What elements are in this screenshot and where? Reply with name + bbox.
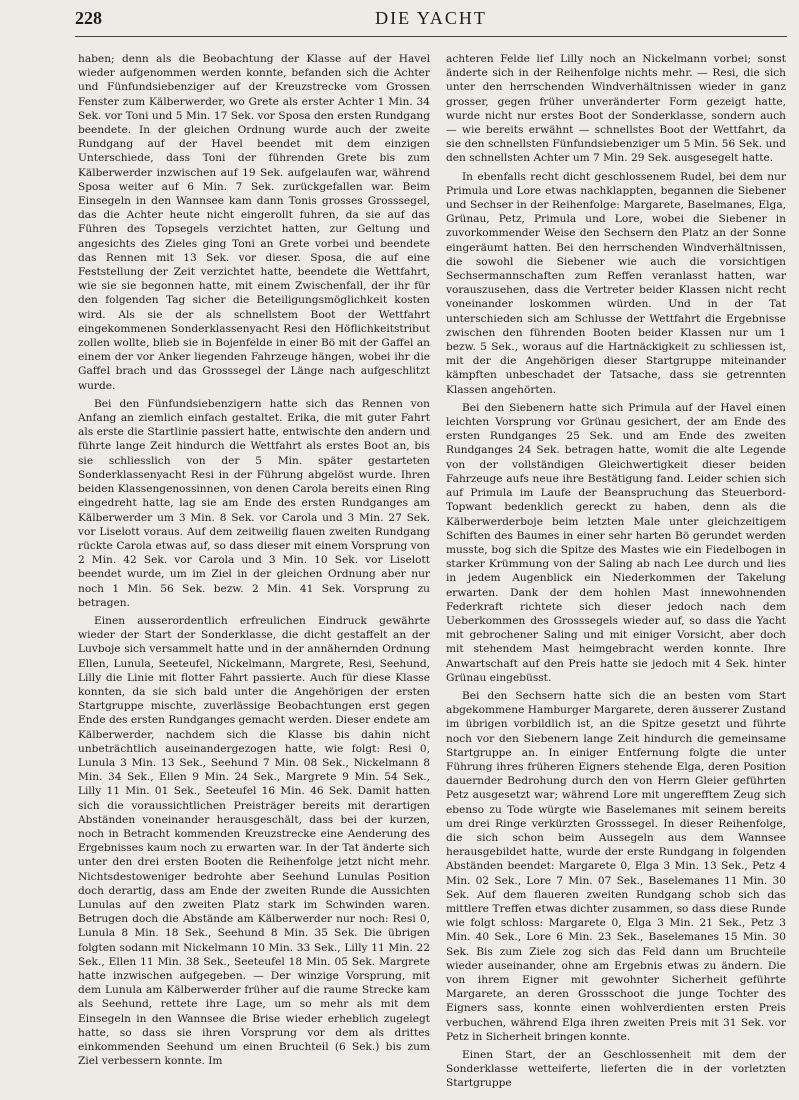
paragraph: Einen Start, der an Geschlossenheit mit dem der Sonderklasse wetteiferte, lieferten die in der vorletzten Startgruppe bbox=[446, 1049, 786, 1090]
left-column bbox=[78, 52, 430, 1072]
paragraph: Bei den Fünfundsiebenzigern hatte sich das Rennen von Anfang an ziemlich einfach gestaltet. Erika, die mit guter Fahrt als erste die Startlinie passiert hatte, entwischte den andern und führte lange Zeit hindurch die Wettfahrt als erstes Boot an, bis sie schliesslich von der 5 Min. später gestarteten Sonderklassenyacht Resi in der Führung abgelöst wurde. Ihren beiden Klassengenossinnen, von denen Carola bereits einen Ring eingedreht hatte, lag sie am Ende des ersten Rundganges am Kälberwerder um 3 Min. 8 Sek. vor Carola und 3 Min. 27 Sek. vor Liselott voraus. Auf dem zeitweilig flauen zweiten Rundgang rückte Carola etwas auf, so dass dieser mit einem Vorsprung von 2 Min. 42 Sek. vor Carola und 3 Min. 10 Sek. vor Liselott beendet wurde, um im Ziel in der gleichen Ordnung aber nur noch 1 Min. 56 Sek. bezw. 2 Min. 41 Sek. Vorsprung zu betragen. bbox=[78, 397, 430, 609]
header-rule bbox=[75, 36, 787, 37]
paragraph: haben; denn als die Beobachtung der Klasse auf der Havel wieder aufgenommen werden konnte, befanden sich die Achter und Fünfundsiebenziger auf der Kreuzstrecke vom Grossen Fenster zum Kälberwerder, wo Grete als erster Achter 1 Min. 34 Sek. vor Toni und 5 Min. 17 Sek. vor Sposa den ersten Rundgang beendete. In der gleichen Ordnung wurde auch der zweite Rundgang auf der Havel beendet mit dem einzigen Unterschiede, dass Toni der führenden Grete bis zum Kälberwerder inzwischen auf 19 Sek. aufgelaufen war, während Sposa weiter auf 6 Min. 7 Sek. zurückgefallen war. Beim Einsegeln in den Wannsee kam dann Tonis grosses Grosssegel, das die Achter heute nicht eingerollt fuhren, da sie auf das Führen des Topsegels verzichtet hatten, zur Geltung und angesichts des Zieles ging Toni an Grete vorbei und beendete das Rennen mit 13 Sek. vor dieser. Sposa, die auf eine Feststellung der Zeit verzichtet hatte, beendete die Wettfahrt, wie sie sie begonnen hatte, mit einem Zwischenfall, der ihr für den folgenden Tag sicher die Beteiligungsmöglichkeit kosten wird. Als sie der als schnellstem Boot der Wettfahrt eingekommenen Sonderklassenyacht Resi den Höflichkeitstribut zollen wollte, blieb sie in Bojenfelde in einer Bö mit der Gaffel an einem der vor Anker liegenden Fahrzeuge hängen, wobei ihr die Gaffel brach und das Grosssegel der Länge nach aufgeschlitzt wurde. bbox=[78, 53, 430, 392]
right-column bbox=[446, 52, 786, 1095]
running-title: DIE YACHT bbox=[375, 8, 487, 28]
paragraph: Bei den Siebenern hatte sich Primula auf der Havel einen leichten Vorsprung vor Grünau gesichert, der am Ende des ersten Rundganges 25 Sek. und am Ende des zweiten Rundganges 24 Sek. betragen hatte, womit die alte Legende von der vollständigen Gleichwertigkeit dieser beiden Fahrzeuge aufs neue ihre Bestätigung fand. Leider schien sich auf Primula im Laufe der Beanspruchung das Steuerbord-Topwant bedenklich gereckt zu haben, denn als die Kälberwerderboje beim letzten Male unter gleichzeitigem Schiften des Baumes in einer sehr harten Bö gerundet werden musste, bog sich die Spitze des Mastes wie ein Fiedelbogen in starker Krümmung von der Saling ab nach Lee durch und lies in jedem Augenblick ein Niederkommen der Takelung erwarten. Dank der dem hohlen Mast innewohnenden Federkraft richtete sich dieser jedoch nach dem Ueberkommen des Grosssegels wieder auf, so dass die Yacht mit gebrochener Saling und mit einiger Vorsicht, aber doch mit stehendem Mast heimgebracht werden konnte. Ihre Anwartschaft auf den Preis hatte sie jedoch mit 4 Sek. hinter Grünau eingebüsst. bbox=[446, 401, 786, 684]
page-number: 228 bbox=[75, 8, 102, 28]
paragraph: In ebenfalls recht dicht geschlossenem Rudel, bei dem nur Primula und Lore etwas nachklappten, begannen die Siebener und Sechser in der Reihenfolge: Margarete, Baselmanes, Elga, Grünau, Petz, Primula und Lore, wobei die Siebener in zuvorkommender Weise den Sechsern den Platz an der Sonne eingeräumt hatten. Bei den herrschenden Windverhältnissen, die sowohl die Siebener wie auch die vorsichtigen Sechsermannschaften zum Reffen veranlasst hatten, war vorauszusehen, dass die Vertreter beider Klassen nicht recht voneinander loskommen würden. Und in der Tat unterschieden sich am Schlusse der Wettfahrt die Ergebnisse zwischen den führenden Booten beider Klassen nur um 1 bezw. 5 Sek., woraus auf die Hartnäckigkeit zu schliessen ist, mit der die Angehörigen dieser Startgruppe miteinander kämpften unbeschadet der Tatsache, dass sie getrennten Klassen angehörten. bbox=[446, 170, 786, 396]
page-header bbox=[75, 8, 787, 32]
paragraph: Einen ausserordentlich erfreulichen Eindruck gewährte wieder der Start der Sonderklasse, die dicht gestaffelt an der Luvboje sich versammelt hatte und in der annähernden Ordnung Ellen, Lunula, Seeteufel, Nickelmann, Margrete, Resi, Seehund, Lilly die Linie mit flotter Fahrt passierte. Auch für diese Klasse konnten, da sie sich bald unter die Angehörigen der ersten Startgruppe mischte, zuverlässige Beobachtungen erst gegen Ende des ersten Rundganges gemacht werden. Dieser endete am Kälberwerder, nachdem sich die Klasse bis dahin nicht unbeträchtlich auseinandergezogen hatte, wie folgt: Resi 0, Lunula 3 Min. 13 Sek., Seehund 7 Min. 08 Sek., Nickelmann 8 Min. 34 Sek., Ellen 9 Min. 24 Sek., Margrete 9 Min. 54 Sek., Lilly 11 Min. 01 Sek., Seeteufel 16 Min. 46 Sek. Damit hatten sich die voraussichtlichen Preisträger bereits mit derartigen Abständen voneinander herausgeschält, dass bei der kurzen, noch in Betracht kommenden Kreuzstrecke eine Aenderung des Ergebnisses kaum noch zu erwarten war. In der Tat änderte sich unter den drei ersten Booten die Reihenfolge jetzt nicht mehr. Nichtsdestoweniger bedrohte aber Seehund Lunulas Position doch derartig, dass am Ende der zweiten Runde die Aussichten Lunulas auf den zweiten Platz stark im Schwinden waren. Betrugen doch die Abstände am Kälberwerder nur noch: Resi 0, Lunula 8 Min. 18 Sek., Seehund 8 Min. 35 Sek. Die übrigen folgten sodann mit Nickelmann 10 Min. 33 Sek., Lilly 11 Min. 22 Sek., Ellen 11 Min. 38 Sek., Seeteufel 18 Min. 05 Sek. Margrete hatte inzwischen aufgegeben. — Der winzige Vorsprung, mit dem Lunula am Kälberwerder früher auf die raume Strecke kam als Seehund, rettete ihre Lage, um so mehr als mit dem Einsegeln in den Wannsee die Brise wieder erheblich zugelegt hatte, so dass sie ihren Vorsprung vor dem als drittes einkommenden Seehund um einen Bruchteil (6 Sek.) bis zum Ziel verbessern konnte. Im bbox=[78, 614, 430, 1068]
paragraph: achteren Felde lief Lilly noch an Nickelmann vorbei; sonst änderte sich in der Reihenfolge nichts mehr. — Resi, die sich unter den herrschenden Windverhältnissen wieder in ganz grosser, gegen früher unveränderter Form gezeigt hatte, wurde nicht nur erstes Boot der Sonderklasse, sondern auch — wie bereits erwähnt — schnellstes Boot der Wettfahrt, da sie den schnellsten Fünfundsiebenziger um 5 Min. 56 Sek. und den schnellsten Achter um 7 Min. 29 Sek. ausgesegelt hatte. bbox=[446, 53, 786, 165]
paragraph: Bei den Sechsern hatte sich die an besten vom Start abgekommene Hamburger Margarete, deren äusserer Zustand im übrigen vorbildlich ist, an die Spitze gesetzt und führte noch vor den Siebenern lange Zeit hindurch die gemeinsame Startgruppe an. In einiger Entfernung folgte die unter Führung ihres früheren Eigners stehende Elga, deren Position dauernder Bedrohung durch den von Herrn Gleier geführten Petz ausgesetzt war; während Lore mit ungerefftem Zeug sich ebenso zu Tode würgte wie Baselemanes mit seinem bereits um drei Ringe verkürzten Grosssegel. In dieser Reihenfolge, die sich schon beim Aussegeln aus dem Wannsee herausgebildet hatte, wurde der erste Rundgang in folgenden Abständen beendet: Margarete 0, Elga 3 Min. 13 Sek., Petz 4 Min. 02 Sek., Lore 7 Min. 07 Sek., Baselemanes 11 Min. 30 Sek. Auf dem flaueren zweiten Rundgang schob sich das mittlere Treffen etwas dichter zusammen, so dass diese Runde wie folgt schloss: Margarete 0, Elga 3 Min. 21 Sek., Petz 3 Min. 40 Sek., Lore 6 Min. 23 Sek., Baselemanes 15 Min. 30 Sek. Bis zum Ziele zog sich das Feld dann um Bruchteile wieder auseinander, ohne am Ergebnis etwas zu ändern. Die von ihrem Eigner mit gewohnter Sicherheit geführte Margarete, an deren Grossschoot die junge Tochter des Eigners sass, konnte einen wohlverdienten ersten Preis verbuchen, während Elga ihren zweiten Preis mit 31 Sek. vor Petz in Sicherheit bringen konnte. bbox=[446, 689, 786, 1043]
